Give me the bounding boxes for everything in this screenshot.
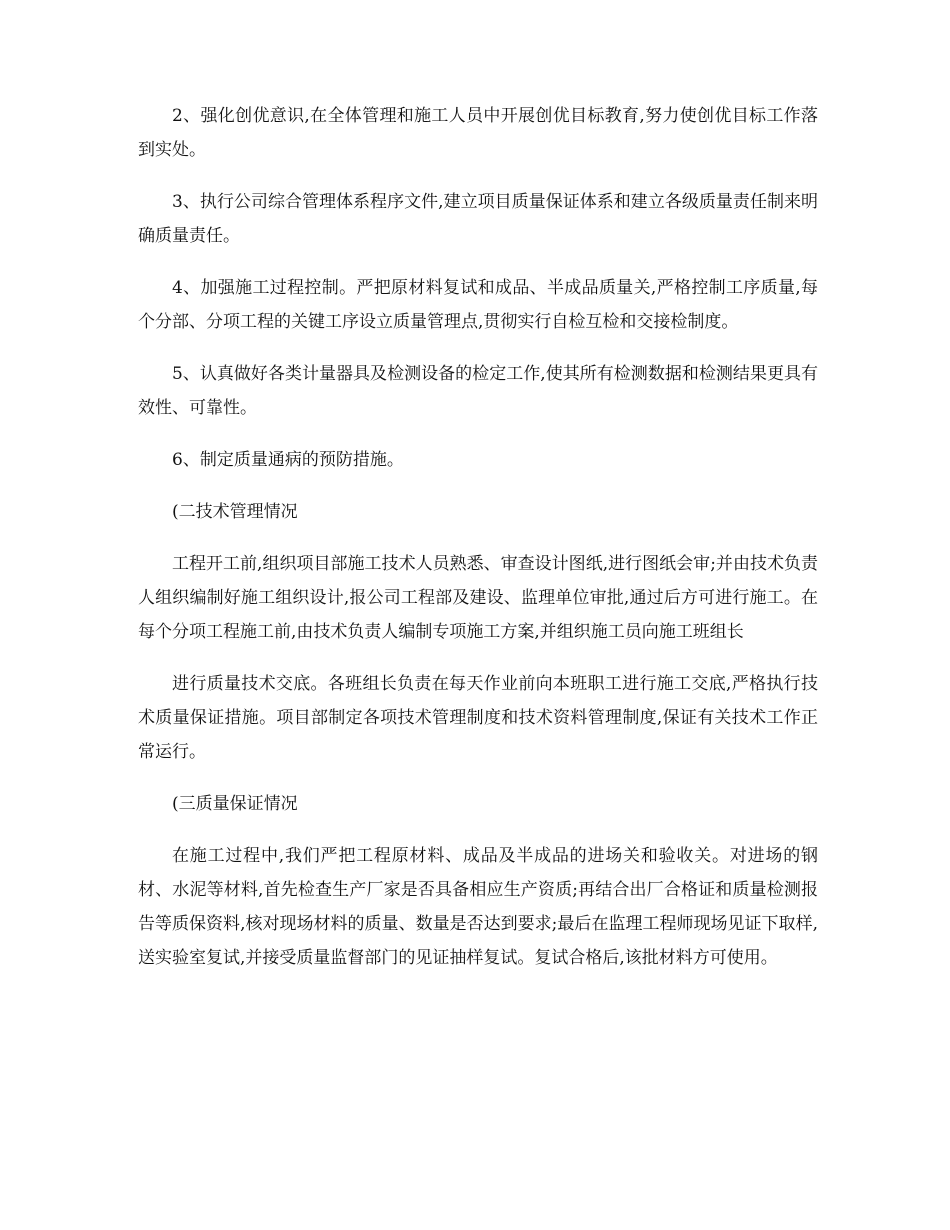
paragraph-technical-management-1: 工程开工前,组织项目部施工技术人员熟悉、审查设计图纸,进行图纸会审;并由技术负责人组织编制好施工组织设计,报公司工程部及建设、监理单位审批,通过后方可进行施工。在每个分项工程施工前,由技术负责人编制专项施工方案,并组织施工员向施工班组长: [138, 554, 818, 642]
section-heading-technical-management: (二技术管理情况: [172, 502, 298, 522]
paragraph-item-5: 5、认真做好各类计量器具及检测设备的检定工作,使其所有检测数据和检测结果更具有效性、可靠性。: [138, 364, 818, 418]
paragraph-quality-assurance: 在施工过程中,我们严把工程原材料、成品及半成品的进场关和验收关。对进场的钢材、水泥等材料,首先检查生产厂家是否具备相应生产资质;再结合出厂合格证和质量检测报告等质保资料,核对现场材料的质量、数量是否达到要求;最后在监理工程师现场见证下取样,送实验室复试,并接受质量监督部门的见证抽样复试。复试合格后,该批材料方可使用。: [138, 846, 818, 968]
section-heading-quality-assurance: (三质量保证情况: [172, 794, 298, 814]
paragraph-technical-management-2: 进行质量技术交底。各班组长负责在每天作业前向本班职工进行施工交底,严格执行技术质量保证措施。项目部制定各项技术管理制度和技术资料管理制度,保证有关技术工作正常运行。: [138, 674, 818, 762]
paragraph-item-2: 2、强化创优意识,在全体管理和施工人员中开展创优目标教育,努力使创优目标工作落到实处。: [138, 106, 818, 160]
paragraph-item-6: 6、制定质量通病的预防措施。: [172, 450, 404, 470]
document-body: [138, 99, 818, 993]
paragraph-item-3: 3、执行公司综合管理体系程序文件,建立项目质量保证体系和建立各级质量责任制来明确质量责任。: [138, 192, 818, 246]
paragraph-item-4: 4、加强施工过程控制。严把原材料复试和成品、半成品质量关,严格控制工序质量,每个分部、分项工程的关键工序设立质量管理点,贯彻实行自检互检和交接检制度。: [138, 278, 818, 332]
